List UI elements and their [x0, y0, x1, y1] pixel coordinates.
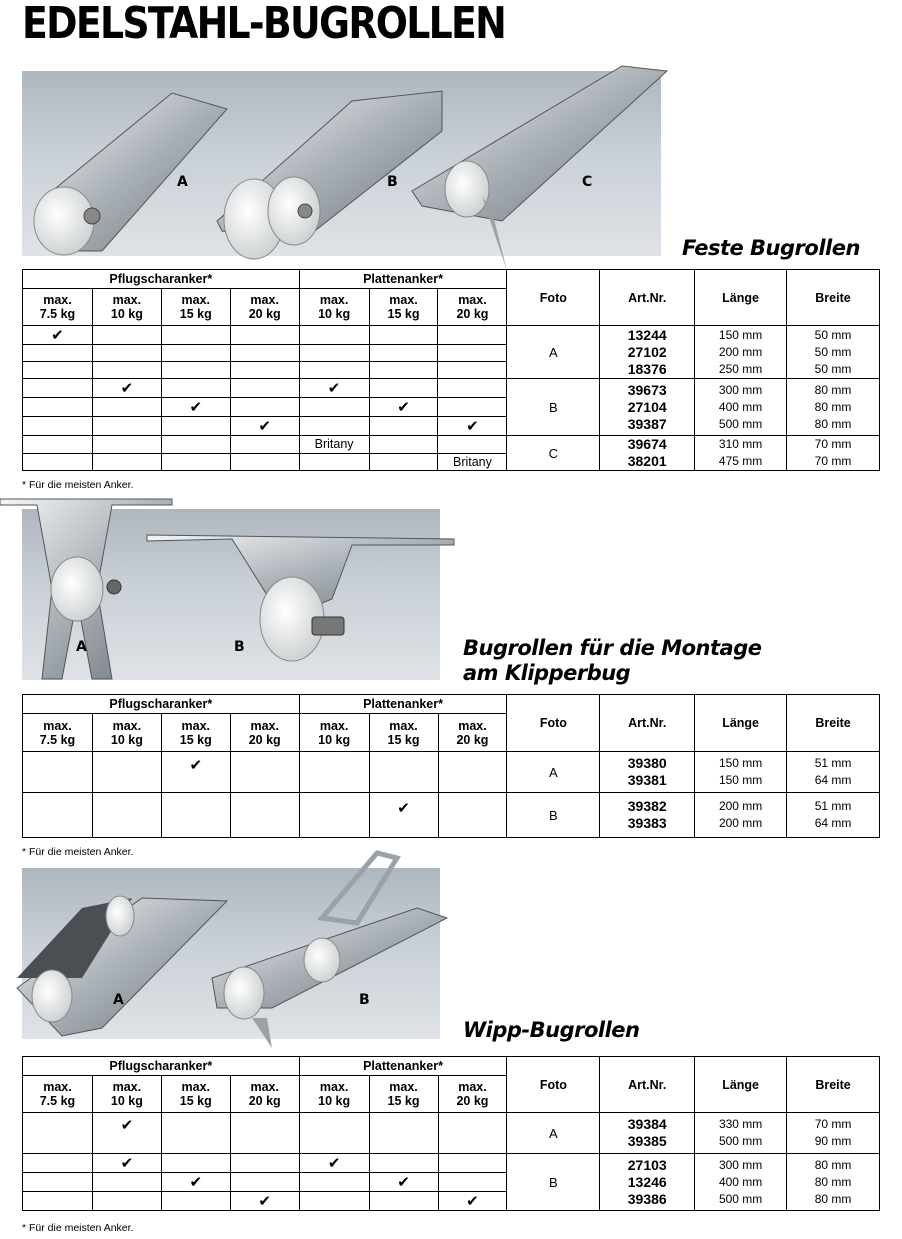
photo-label-b: B — [387, 174, 398, 190]
table-cell — [299, 453, 369, 471]
table-cell — [161, 379, 230, 398]
spec-table-fixed-rollers — [22, 269, 880, 471]
product-photo-pivot-rollers — [22, 868, 440, 1039]
spec-table-pivot-rollers — [22, 1056, 880, 1211]
table-cell — [230, 398, 299, 417]
table-cell — [299, 1192, 369, 1211]
table-cell — [438, 793, 507, 838]
weight-header: max. 20 kg — [230, 714, 299, 752]
table-cell — [230, 345, 299, 362]
photo-label-a: A — [177, 174, 188, 190]
spec-table-clipper-bow — [22, 694, 880, 838]
table-cell — [438, 326, 507, 345]
breite-cell: 80 mm 80 mm 80 mm — [787, 379, 880, 436]
column-header-artnr: Art.Nr. — [600, 270, 695, 326]
table-cell — [161, 345, 230, 362]
table-cell — [92, 1173, 161, 1192]
laenge-cell: 150 mm 200 mm 250 mm — [695, 326, 787, 379]
column-header-laenge: Länge — [695, 695, 787, 752]
table-cell — [230, 379, 299, 398]
table-cell — [438, 752, 507, 793]
laenge-cell: 310 mm 475 mm — [695, 436, 787, 471]
table-cell — [23, 793, 93, 838]
table-cell — [23, 1113, 93, 1154]
table-cell — [23, 1173, 93, 1192]
table-cell — [299, 1173, 369, 1192]
breite-cell: 51 mm 64 mm — [787, 752, 880, 793]
group-header-plate: Plattenanker* — [299, 695, 507, 714]
table-cell: ✔ — [92, 1154, 161, 1173]
artnr-cell: 39674 38201 — [600, 436, 695, 471]
table-cell: ✔ — [161, 752, 230, 793]
table-cell — [23, 362, 93, 379]
weight-header: max. 15 kg — [369, 714, 438, 752]
breite-cell: 70 mm 70 mm — [787, 436, 880, 471]
artnr-cell: 13244 27102 18376 — [600, 326, 695, 379]
table-cell: ✔ — [92, 379, 161, 398]
table-cell — [161, 1154, 230, 1173]
table-cell — [161, 1192, 230, 1211]
table-cell: Britany — [299, 436, 369, 454]
weight-header: max. 15 kg — [369, 1076, 438, 1113]
table-cell — [230, 453, 299, 471]
table-cell — [299, 793, 369, 838]
table-cell — [230, 793, 299, 838]
table-cell — [23, 379, 93, 398]
table-cell: ✔ — [23, 326, 93, 345]
column-header-foto: Foto — [507, 270, 600, 326]
foto-cell: B — [507, 1154, 600, 1211]
footnote: * Für die meisten Anker. — [22, 479, 134, 491]
table-cell: ✔ — [299, 1154, 369, 1173]
table-cell — [161, 326, 230, 345]
table-cell — [92, 793, 161, 838]
foto-cell: A — [507, 326, 600, 379]
footnote: * Für die meisten Anker. — [22, 1222, 134, 1234]
weight-header: max. 20 kg — [438, 714, 507, 752]
artnr-cell: 39384 39385 — [600, 1113, 695, 1154]
table-cell: ✔ — [161, 1173, 230, 1192]
foto-cell: B — [507, 793, 600, 838]
table-cell: ✔ — [230, 417, 299, 436]
group-header-plow: Pflugscharanker* — [23, 695, 300, 714]
table-cell — [369, 1113, 438, 1154]
table-cell — [438, 1173, 507, 1192]
table-cell — [438, 379, 507, 398]
weight-header: max. 15 kg — [161, 714, 230, 752]
table-cell — [23, 752, 93, 793]
table-cell: ✔ — [369, 1173, 438, 1192]
table-cell — [23, 417, 93, 436]
table-cell — [161, 1113, 230, 1154]
table-cell — [92, 362, 161, 379]
table-cell — [23, 453, 93, 471]
table-cell — [23, 1154, 93, 1173]
weight-header: max. 10 kg — [299, 1076, 369, 1113]
table-cell — [438, 1154, 507, 1173]
table-cell: ✔ — [369, 793, 438, 838]
laenge-cell: 200 mm 200 mm — [695, 793, 787, 838]
table-cell — [438, 436, 507, 454]
artnr-cell: 39382 39383 — [600, 793, 695, 838]
page-title: EDELSTAHL-BUGROLLEN — [22, 0, 506, 49]
table-cell — [230, 362, 299, 379]
column-header-breite: Breite — [787, 1057, 880, 1113]
table-cell — [92, 326, 161, 345]
table-cell — [369, 752, 438, 793]
weight-header: max. 15 kg — [161, 1076, 230, 1113]
table-cell — [23, 436, 93, 454]
table-cell — [23, 1192, 93, 1211]
group-header-plate: Plattenanker* — [299, 1057, 507, 1076]
table-cell: ✔ — [438, 1192, 507, 1211]
laenge-cell: 300 mm 400 mm 500 mm — [695, 379, 787, 436]
table-cell — [161, 417, 230, 436]
photo-label-b: B — [234, 639, 245, 655]
table-cell — [230, 752, 299, 793]
column-header-foto: Foto — [507, 695, 600, 752]
table-cell — [161, 453, 230, 471]
group-header-plow: Pflugscharanker* — [23, 1057, 300, 1076]
table-cell — [369, 417, 438, 436]
foto-cell: A — [507, 1113, 600, 1154]
photo-label-a: A — [113, 992, 124, 1008]
table-cell — [92, 1192, 161, 1211]
foto-cell: C — [507, 436, 600, 471]
bow-roller-illustration — [22, 509, 472, 689]
column-header-breite: Breite — [787, 695, 880, 752]
table-cell — [23, 345, 93, 362]
column-header-artnr: Art.Nr. — [600, 695, 695, 752]
table-cell — [369, 345, 438, 362]
table-cell — [299, 752, 369, 793]
table-cell — [92, 453, 161, 471]
artnr-cell: 27103 13246 39386 — [600, 1154, 695, 1211]
laenge-cell: 300 mm 400 mm 500 mm — [695, 1154, 787, 1211]
table-cell — [438, 398, 507, 417]
laenge-cell: 150 mm 150 mm — [695, 752, 787, 793]
weight-header: max. 7.5 kg — [23, 1076, 93, 1113]
table-cell — [92, 345, 161, 362]
table-cell — [369, 453, 438, 471]
breite-cell: 50 mm 50 mm 50 mm — [787, 326, 880, 379]
table-cell — [230, 1154, 299, 1173]
bow-roller-illustration — [22, 868, 472, 1058]
table-cell — [161, 362, 230, 379]
table-cell — [299, 1113, 369, 1154]
table-cell — [438, 362, 507, 379]
foto-cell: B — [507, 379, 600, 436]
photo-label-c: C — [582, 174, 593, 190]
table-cell — [369, 379, 438, 398]
table-cell — [369, 362, 438, 379]
section-title-fixed-rollers: Feste Bugrollen — [682, 236, 860, 260]
foto-cell: A — [507, 752, 600, 793]
breite-cell: 80 mm 80 mm 80 mm — [787, 1154, 880, 1211]
column-header-laenge: Länge — [695, 1057, 787, 1113]
table-cell — [92, 398, 161, 417]
table-cell — [369, 1154, 438, 1173]
table-cell — [299, 345, 369, 362]
table-cell — [438, 345, 507, 362]
weight-header: max. 15 kg — [369, 289, 438, 326]
artnr-cell: 39380 39381 — [600, 752, 695, 793]
weight-header: max. 7.5 kg — [23, 289, 93, 326]
table-cell — [230, 1173, 299, 1192]
table-cell — [92, 752, 161, 793]
table-cell — [299, 398, 369, 417]
laenge-cell: 330 mm 500 mm — [695, 1113, 787, 1154]
table-cell: ✔ — [369, 398, 438, 417]
column-header-artnr: Art.Nr. — [600, 1057, 695, 1113]
group-header-plow: Pflugscharanker* — [23, 270, 300, 289]
product-photo-fixed-rollers — [22, 71, 661, 256]
section-title-pivot-rollers: Wipp-Bugrollen — [463, 1018, 640, 1042]
section-title-clipper-bow: Bugrollen für die Montage am Klipperbug — [463, 636, 762, 685]
group-header-plate: Plattenanker* — [299, 270, 507, 289]
table-cell — [369, 436, 438, 454]
weight-header: max. 20 kg — [438, 1076, 507, 1113]
table-cell — [369, 326, 438, 345]
weight-header: max. 15 kg — [161, 289, 230, 326]
photo-label-b: B — [359, 992, 370, 1008]
table-cell: ✔ — [299, 379, 369, 398]
table-cell — [92, 417, 161, 436]
table-cell — [299, 417, 369, 436]
weight-header: max. 20 kg — [230, 289, 299, 326]
column-header-foto: Foto — [507, 1057, 600, 1113]
table-cell — [92, 436, 161, 454]
table-cell — [161, 793, 230, 838]
table-cell — [161, 436, 230, 454]
weight-header: max. 10 kg — [92, 1076, 161, 1113]
product-photo-clipper-bow — [22, 509, 440, 680]
table-cell — [299, 362, 369, 379]
column-header-laenge: Länge — [695, 270, 787, 326]
weight-header: max. 10 kg — [299, 714, 369, 752]
table-cell: ✔ — [230, 1192, 299, 1211]
artnr-cell: 39673 27104 39387 — [600, 379, 695, 436]
table-cell — [230, 1113, 299, 1154]
table-cell: ✔ — [161, 398, 230, 417]
breite-cell: 51 mm 64 mm — [787, 793, 880, 838]
table-cell: ✔ — [92, 1113, 161, 1154]
photo-label-a: A — [76, 639, 87, 655]
weight-header: max. 10 kg — [92, 714, 161, 752]
table-cell — [23, 398, 93, 417]
table-cell — [438, 1113, 507, 1154]
weight-header: max. 7.5 kg — [23, 714, 93, 752]
weight-header: max. 20 kg — [230, 1076, 299, 1113]
column-header-breite: Breite — [787, 270, 880, 326]
table-cell — [369, 1192, 438, 1211]
breite-cell: 70 mm 90 mm — [787, 1113, 880, 1154]
weight-header: max. 20 kg — [438, 289, 507, 326]
table-cell: ✔ — [438, 417, 507, 436]
table-cell — [230, 326, 299, 345]
weight-header: max. 10 kg — [92, 289, 161, 326]
table-cell — [230, 436, 299, 454]
table-cell — [299, 326, 369, 345]
footnote: * Für die meisten Anker. — [22, 846, 134, 858]
weight-header: max. 10 kg — [299, 289, 369, 326]
table-cell: Britany — [438, 453, 507, 471]
